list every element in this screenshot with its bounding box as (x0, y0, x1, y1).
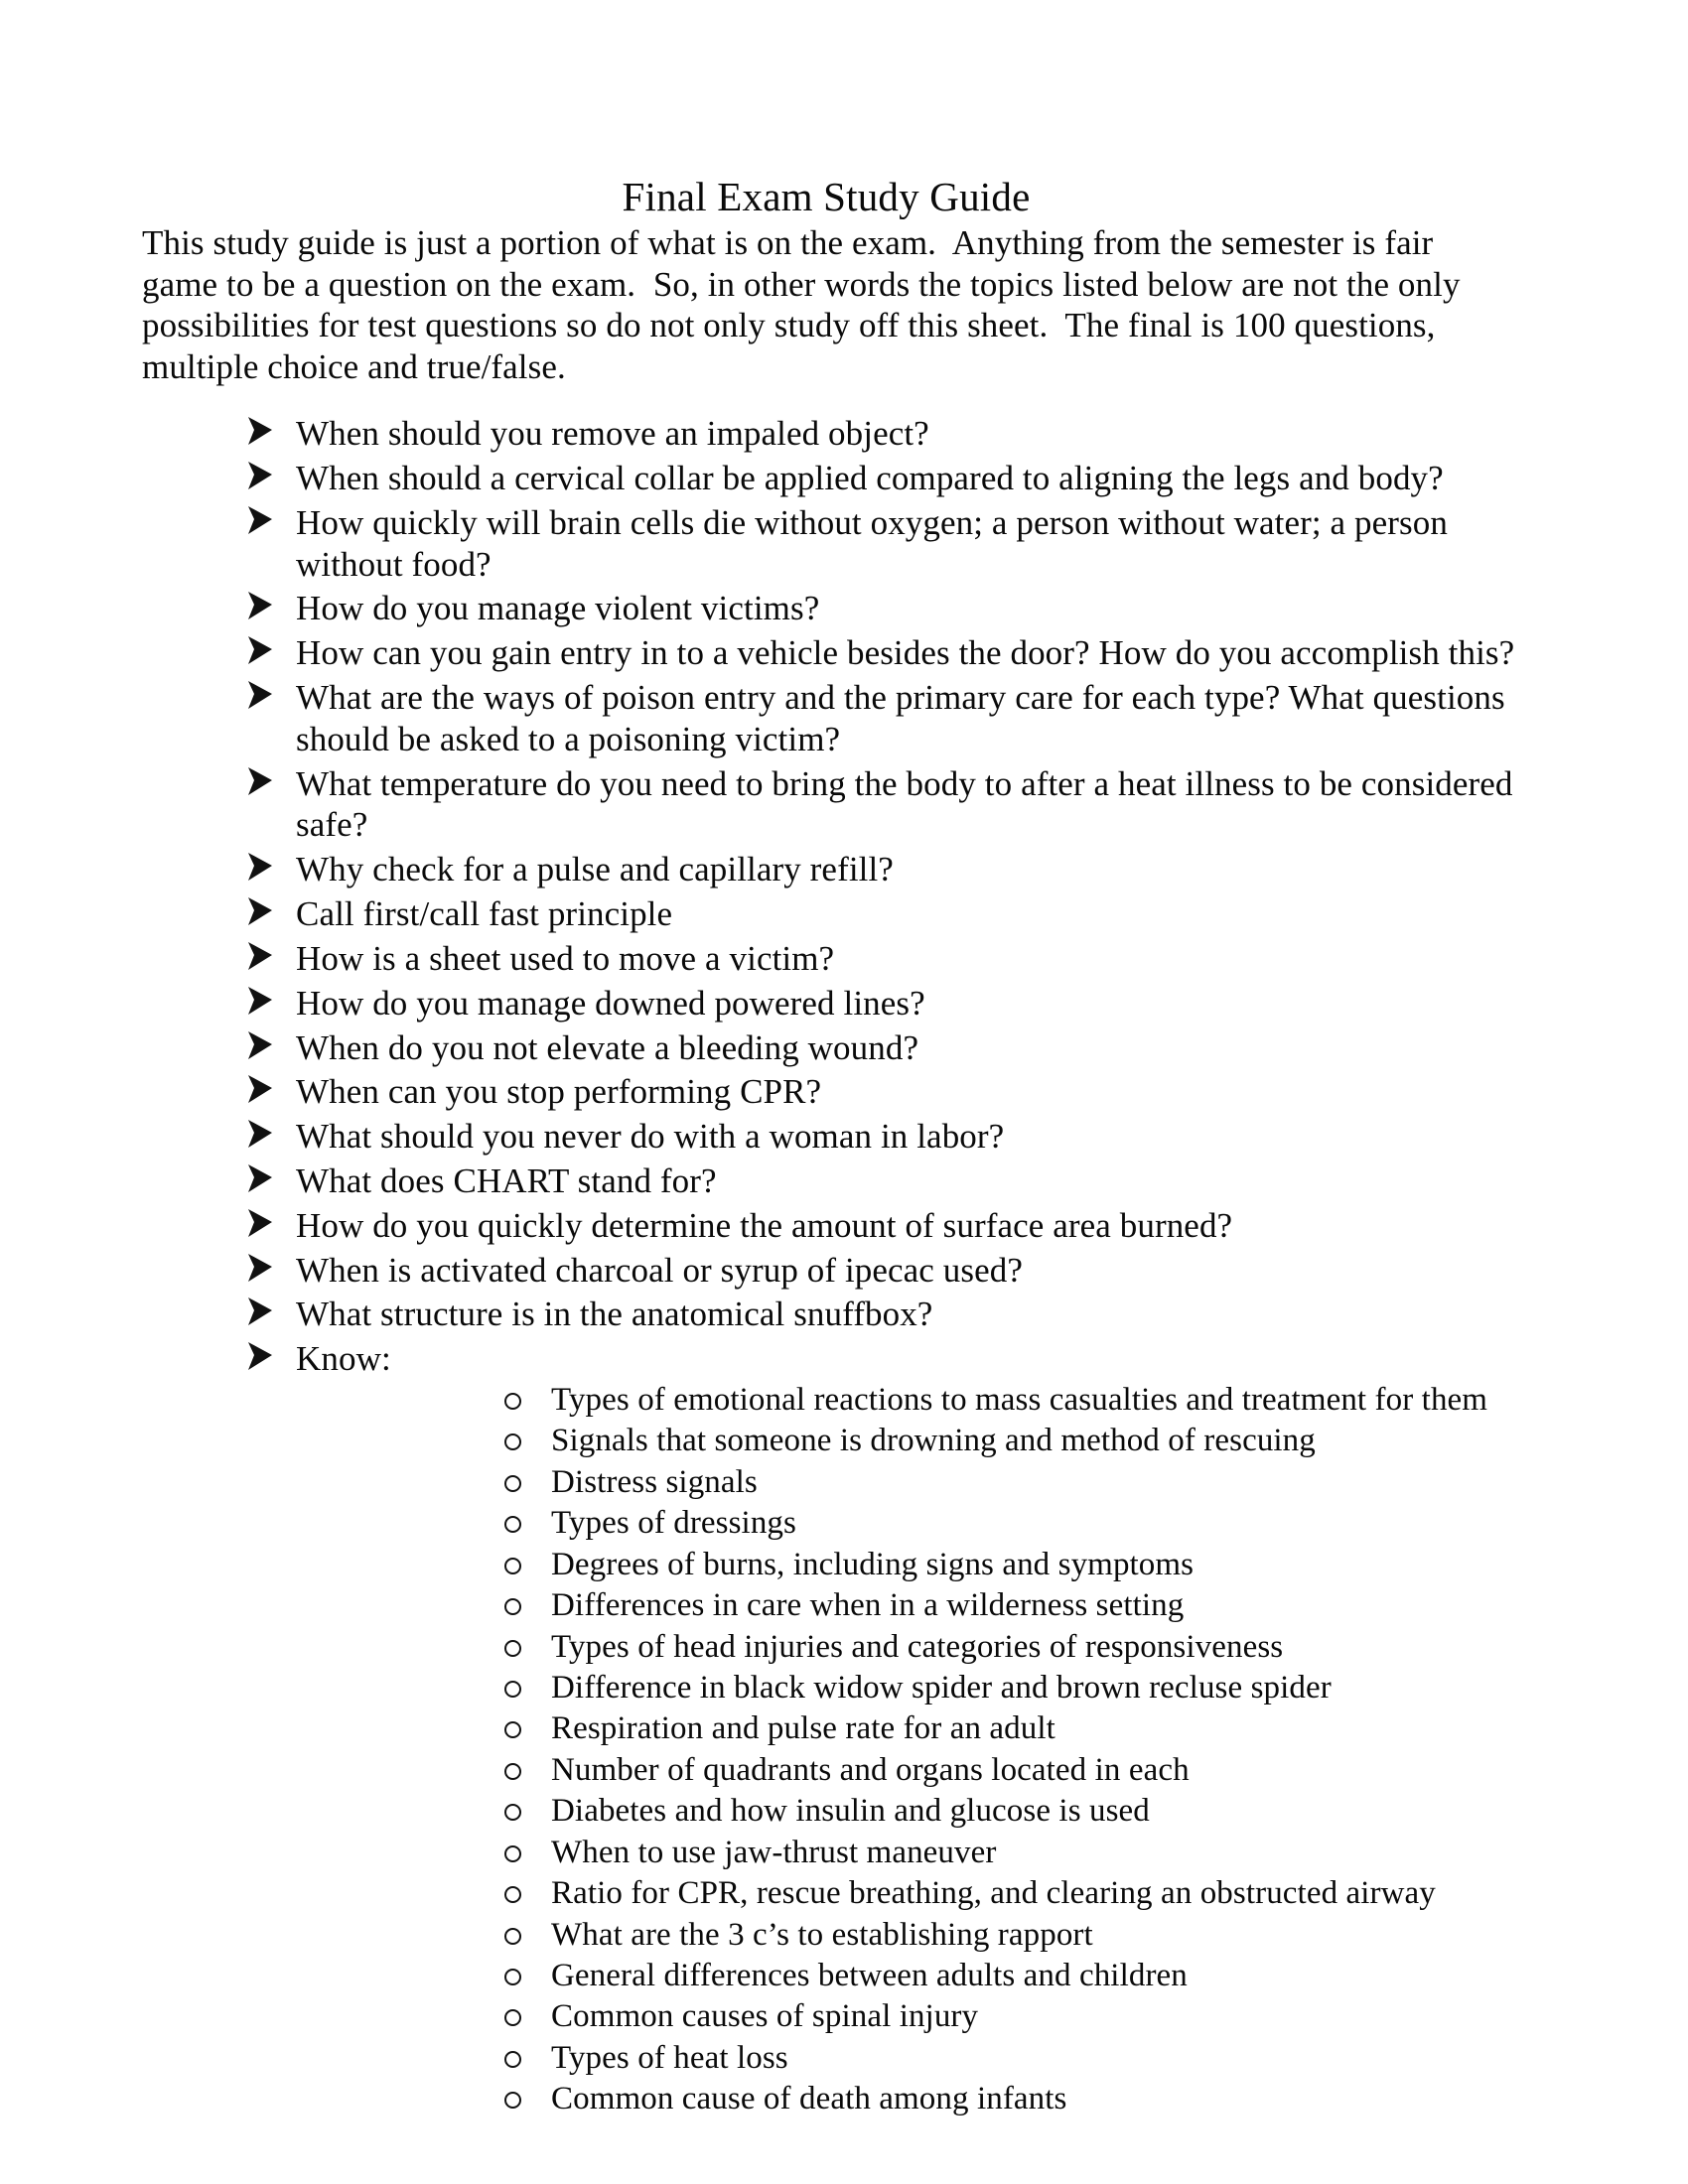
page-title: Final Exam Study Guide (622, 174, 1031, 219)
list-item-line: Know: (296, 1339, 391, 1379)
circle-bullet-icon (504, 1845, 521, 1862)
circle-bullet-icon (504, 1763, 521, 1780)
arrow-bullet-icon (245, 414, 275, 448)
list-item-line: without food? (296, 544, 492, 584)
circle-bullet-icon (504, 1886, 521, 1903)
list-item (142, 849, 1607, 890)
list-item-line: should be asked to a poisoning victim? (296, 719, 841, 758)
sub-list-item (296, 1834, 1607, 1872)
sub-list-item (296, 1957, 1607, 1995)
arrow-bullet-icon (245, 939, 275, 973)
arrow-bullet-icon (245, 1117, 275, 1151)
list-item-label (296, 1294, 1607, 1335)
sub-list-item-label: Types of dressings (551, 1505, 796, 1542)
arrow-bullet-icon (245, 1072, 275, 1106)
sub-list-item (296, 1874, 1607, 1913)
circle-bullet-icon (504, 1433, 521, 1450)
list-item-line: What should you never do with a woman in labor? (296, 1117, 1005, 1157)
sub-list-item (296, 1669, 1607, 1707)
list-item-line: When should a cervical collar be applied compared to aligning the legs and body? (296, 458, 1444, 497)
sub-list-item (296, 1709, 1607, 1748)
intro-line: possibilities for test questions so do not only study off this sheet. The final is 100 questions, (142, 306, 1436, 345)
circle-bullet-icon (504, 1640, 521, 1657)
circle-bullet-icon (504, 2092, 521, 2109)
arrow-bullet-icon (245, 633, 275, 667)
list-item-line: When do you not elevate a bleeding wound? (296, 1027, 919, 1067)
list-item-label (296, 849, 1607, 890)
sub-list-item-label: Differences in care when in a wilderness setting (551, 1587, 1185, 1624)
arrow-bullet-icon (245, 678, 275, 712)
sub-list-item-label: Number of quadrants and organs located in each (551, 1751, 1190, 1788)
sub-list-item (296, 1997, 1607, 2036)
list-item (142, 893, 1607, 935)
list-item (142, 458, 1607, 499)
list-item-label (296, 588, 1607, 629)
list-item-line: How do you manage downed powered lines? (296, 983, 925, 1023)
circle-bullet-icon (504, 1558, 521, 1574)
list-item-label (296, 983, 1607, 1024)
sub-list-item-label: Common causes of spinal injury (551, 1998, 979, 2035)
circle-bullet-icon (504, 1681, 521, 1698)
list-item-line: How is a sheet used to move a victim? (296, 938, 835, 978)
list-item-label (296, 677, 1607, 760)
list-item (142, 1338, 1607, 2118)
sub-list-item (296, 1381, 1607, 1420)
sub-list-item (296, 2080, 1607, 2118)
circle-bullet-icon (504, 1928, 521, 1945)
list-item-line: How do you manage violent victims? (296, 589, 820, 628)
list-item-label (296, 763, 1607, 847)
list-item (142, 1116, 1607, 1158)
list-item-label (296, 1160, 1607, 1202)
list-item (142, 502, 1607, 586)
list-item (142, 413, 1607, 455)
list-item-label (296, 1250, 1607, 1292)
arrow-bullet-icon (245, 1161, 275, 1195)
list-item-line: When can you stop performing CPR? (296, 1072, 822, 1112)
sub-list-item (296, 1504, 1607, 1543)
sub-list-item-label: Signals that someone is drowning and method of rescuing (551, 1423, 1316, 1459)
list-item (142, 1205, 1607, 1247)
arrow-bullet-icon (245, 894, 275, 928)
circle-bullet-icon (504, 1475, 521, 1492)
circle-bullet-icon (504, 1721, 521, 1738)
circle-bullet-icon (504, 1393, 521, 1410)
list-item (142, 588, 1607, 629)
sub-list-item (296, 1916, 1607, 1955)
sub-list-item (296, 1628, 1607, 1667)
sub-list-item-label: Diabetes and how insulin and glucose is used (551, 1793, 1150, 1830)
circle-bullet-icon (504, 1804, 521, 1821)
arrow-bullet-icon (245, 984, 275, 1018)
circle-bullet-icon (504, 1969, 521, 1985)
list-item-label (296, 458, 1607, 499)
sub-list-item-label: Respiration and pulse rate for an adult (551, 1710, 1055, 1747)
sub-list-item (296, 1422, 1607, 1460)
list-item-label (296, 1071, 1607, 1113)
list-item-line: When should you remove an impaled object? (296, 414, 929, 454)
list-item-label (296, 1116, 1607, 1158)
list-item (142, 632, 1607, 674)
intro-paragraph (142, 222, 1461, 387)
list-item-line: How can you gain entry in to a vehicle besides the door? How do you accomplish this? (296, 633, 1515, 673)
list-item (142, 983, 1607, 1024)
sub-list-item-label: Types of heat loss (551, 2039, 788, 2076)
list-item-line: How quickly will brain cells die without oxygen; a person without water; a person (296, 502, 1448, 542)
sub-list-item-label: What are the 3 c’s to establishing rapport (551, 1916, 1093, 1953)
circle-bullet-icon (504, 1516, 521, 1533)
list-item (142, 938, 1607, 980)
list-item (142, 1250, 1607, 1292)
list-item (142, 763, 1607, 847)
sub-list-item (296, 1792, 1607, 1831)
sub-list-item (296, 1751, 1607, 1790)
sub-list-item-label: When to use jaw-thrust maneuver (551, 1834, 997, 1870)
arrow-bullet-icon (245, 1251, 275, 1285)
sub-list-item-label: Types of emotional reactions to mass casualties and treatment for them (551, 1382, 1488, 1419)
document-content (142, 175, 1552, 2122)
arrow-bullet-icon (245, 1206, 275, 1240)
list-item-line: Call first/call fast principle (296, 894, 673, 934)
list-item-label (296, 413, 1607, 455)
sub-list-item (296, 2039, 1607, 2078)
list-item (142, 1294, 1607, 1335)
sub-list-item-label: General differences between adults and children (551, 1957, 1188, 1993)
arrow-bullet-icon (245, 764, 275, 798)
list-item-label (296, 1027, 1607, 1069)
sub-list-item (296, 1586, 1607, 1625)
arrow-bullet-icon (245, 1295, 275, 1328)
know-sub-list (296, 1381, 1607, 2119)
arrow-bullet-icon (245, 850, 275, 884)
sub-list-item-label: Common cause of death among infants (551, 2081, 1067, 2117)
list-item-line: What structure is in the anatomical snuffbox? (296, 1295, 933, 1334)
list-item (142, 677, 1607, 760)
intro-line: game to be a question on the exam. So, in other words the topics listed below are not the only (142, 264, 1461, 304)
sub-list-item-label: Types of head injuries and categories of responsiveness (551, 1628, 1284, 1665)
sub-list-item-label: Distress signals (551, 1463, 758, 1500)
sub-list-item-label: Ratio for CPR, rescue breathing, and clearing an obstructed airway (551, 1875, 1436, 1912)
arrow-bullet-icon (245, 503, 275, 537)
arrow-bullet-icon (245, 1028, 275, 1062)
intro-line: multiple choice and true/false. (142, 346, 566, 386)
list-item-line: Why check for a pulse and capillary refill? (296, 850, 894, 889)
list-item-label (296, 1205, 1607, 1247)
sub-list-item (296, 1463, 1607, 1502)
intro-line: This study guide is just a portion of what is on the exam. Anything from the semester is fair (142, 223, 1434, 263)
list-item-line: When is activated charcoal or syrup of ipecac used? (296, 1250, 1023, 1290)
list-item-label (296, 632, 1607, 674)
list-item (142, 1027, 1607, 1069)
list-item-line: What does CHART stand for? (296, 1160, 717, 1200)
list-item-line: What temperature do you need to bring the body to after a heat illness to be considered (296, 763, 1513, 803)
sub-list-item-label: Degrees of burns, including signs and symptoms (551, 1546, 1195, 1582)
arrow-bullet-icon (245, 1339, 275, 1373)
list-item-label (296, 502, 1607, 586)
list-item-label (296, 938, 1607, 980)
sub-list-item-label: Difference in black widow spider and brown recluse spider (551, 1669, 1332, 1706)
list-item (142, 1071, 1607, 1113)
circle-bullet-icon (504, 2009, 521, 2026)
arrow-bullet-icon (245, 589, 275, 622)
study-topics-list (142, 413, 1552, 2118)
arrow-bullet-icon (245, 459, 275, 492)
list-item (142, 1160, 1607, 1202)
circle-bullet-icon (504, 2051, 521, 2068)
list-item-line: How do you quickly determine the amount of surface area burned? (296, 1205, 1233, 1245)
circle-bullet-icon (504, 1598, 521, 1615)
list-item-line: What are the ways of poison entry and the primary care for each type? What questions (296, 678, 1505, 718)
list-item-label (296, 893, 1607, 935)
sub-list-item (296, 1546, 1607, 1584)
list-item-label (296, 1338, 1607, 1380)
list-item-line: safe? (296, 805, 368, 845)
